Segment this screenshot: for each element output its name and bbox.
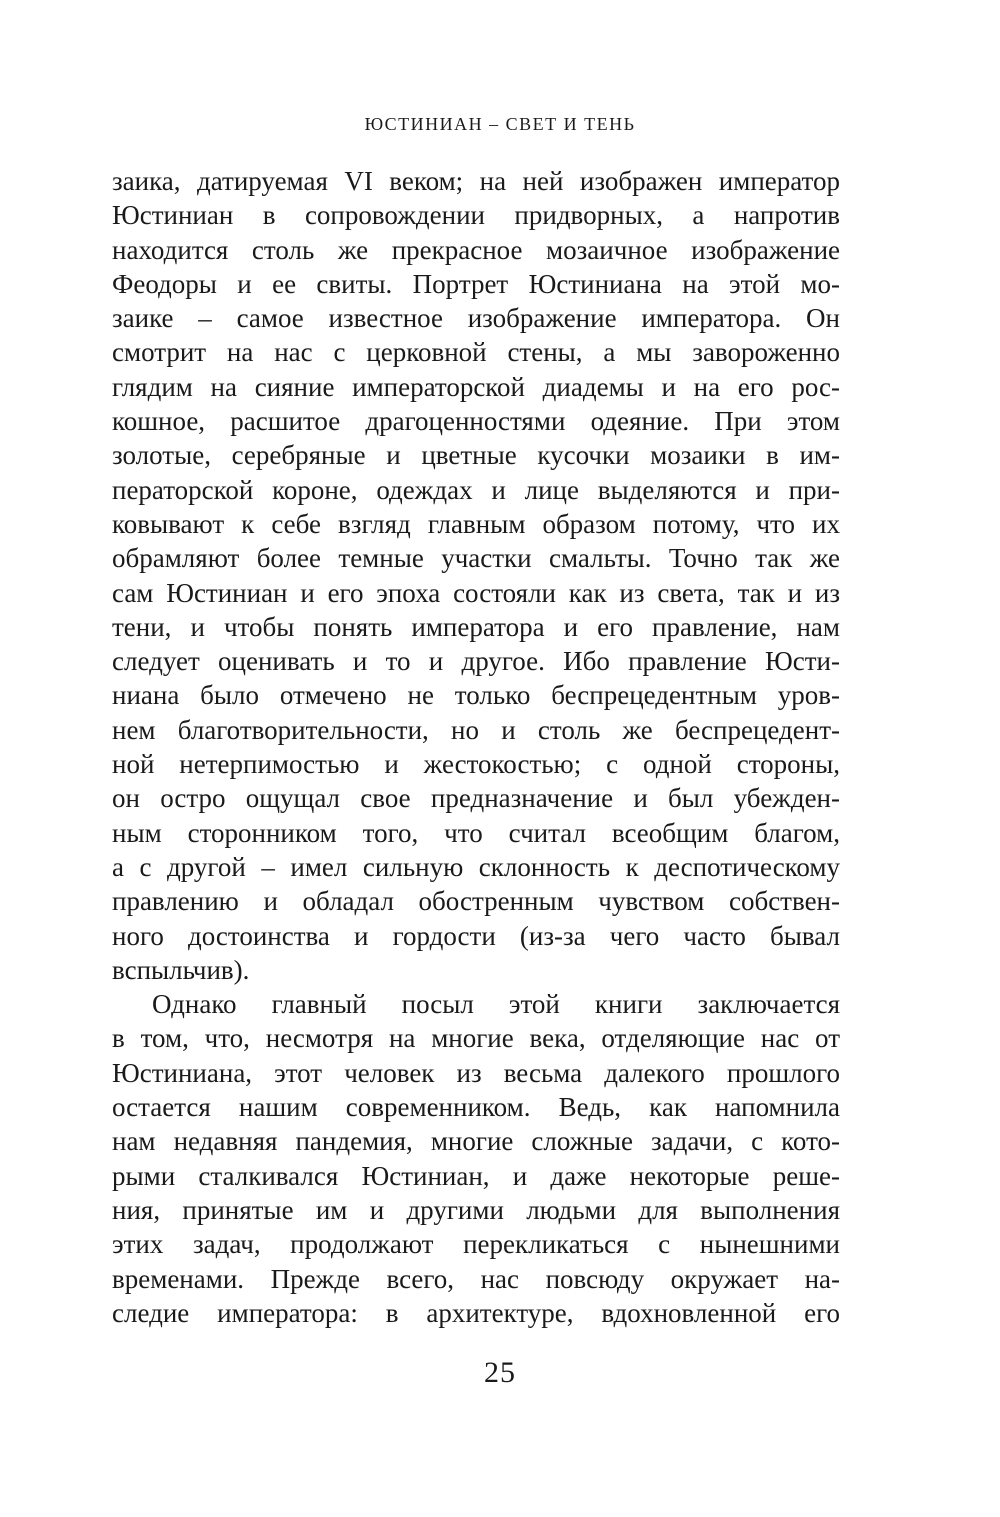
- text-line: рыми сталкивался Юстиниан, и даже некоторые реше-: [112, 1160, 840, 1191]
- text-body: [112, 164, 840, 1330]
- text-line: остается нашим современником. Ведь, как напомнила: [112, 1092, 840, 1123]
- running-head: ЮСТИНИАН – СВЕТ И ТЕНЬ: [364, 114, 636, 134]
- text-line: находится столь же прекрасное мозаичное изображение: [112, 234, 840, 265]
- page-number: 25: [484, 1356, 516, 1389]
- text-line: тени, и чтобы понять императора и его правление, нам: [112, 611, 840, 642]
- text-line: ния, принятые им и другими людьми для выполнения: [112, 1194, 840, 1225]
- text-line: правлению и обладал обостренным чувством собствен-: [112, 886, 840, 917]
- text-line: ной нетерпимостью и жестокостью; с одной стороны,: [112, 749, 840, 780]
- text-line: он остро ощущал свое предназначение и был убежден-: [112, 783, 840, 814]
- text-line: смотрит на нас с церковной стены, а мы завороженно: [112, 337, 840, 368]
- text-line: обрамляют более темные участки смальты. Точно так же: [112, 543, 840, 574]
- text-line: следует оценивать и то и другое. Ибо правление Юсти-: [112, 646, 840, 677]
- text-line: заика, датируемая VI веком; на ней изображен император: [112, 166, 840, 196]
- text-line: глядим на сияние императорской диадемы и на его рос-: [112, 371, 840, 402]
- text-line: Феодоры и ее свиты. Портрет Юстиниана на этой мо-: [112, 268, 840, 299]
- text-line: в том, что, несмотря на многие века, отделяющие нас от: [112, 1023, 840, 1054]
- text-line: заике – самое известное изображение императора. Он: [112, 303, 840, 334]
- text-line: ного достоинства и гордости (из-за чего часто бывал: [112, 920, 840, 951]
- text-line: Юстиниана, этот человек из весьма далекого прошлого: [112, 1057, 840, 1088]
- paragraph-1: [112, 164, 840, 987]
- paragraph-2: [112, 987, 840, 1330]
- text-line: нем благотворительности, но и столь же беспрецедент-: [112, 714, 840, 745]
- text-line: следие императора: в архитектуре, вдохновленной его: [112, 1297, 840, 1328]
- text-line: а с другой – имел сильную склонность к деспотическому: [112, 851, 840, 882]
- text-line: этих задач, продолжают перекликаться с нынешними: [112, 1229, 840, 1260]
- text-line: ным сторонником того, что считал всеобщим благом,: [112, 817, 840, 848]
- text-line: временами. Прежде всего, нас повсюду окружает на-: [112, 1263, 840, 1294]
- text-line: Юстиниан в сопровождении придворных, а напротив: [112, 200, 840, 231]
- text-line: Однако главный посыл этой книги заключается: [152, 989, 840, 1020]
- text-line: ниана было отмечено не только беспрецедентным уров-: [112, 680, 840, 711]
- text-line: золотые, серебряные и цветные кусочки мозаики в им-: [112, 440, 840, 471]
- text-line: вспыльчив).: [112, 954, 250, 985]
- text-line: ператорской короне, одеждах и лице выделяются и при-: [112, 474, 840, 505]
- text-line: сам Юстиниан и его эпоха состояли как из света, так и из: [112, 577, 840, 608]
- text-line: ковывают к себе взгляд главным образом потому, что их: [112, 508, 840, 539]
- text-line: нам недавняя пандемия, многие сложные задачи, с кото-: [112, 1126, 840, 1157]
- text-line: кошное, расшитое драгоценностями одеяние. При этом: [112, 406, 840, 437]
